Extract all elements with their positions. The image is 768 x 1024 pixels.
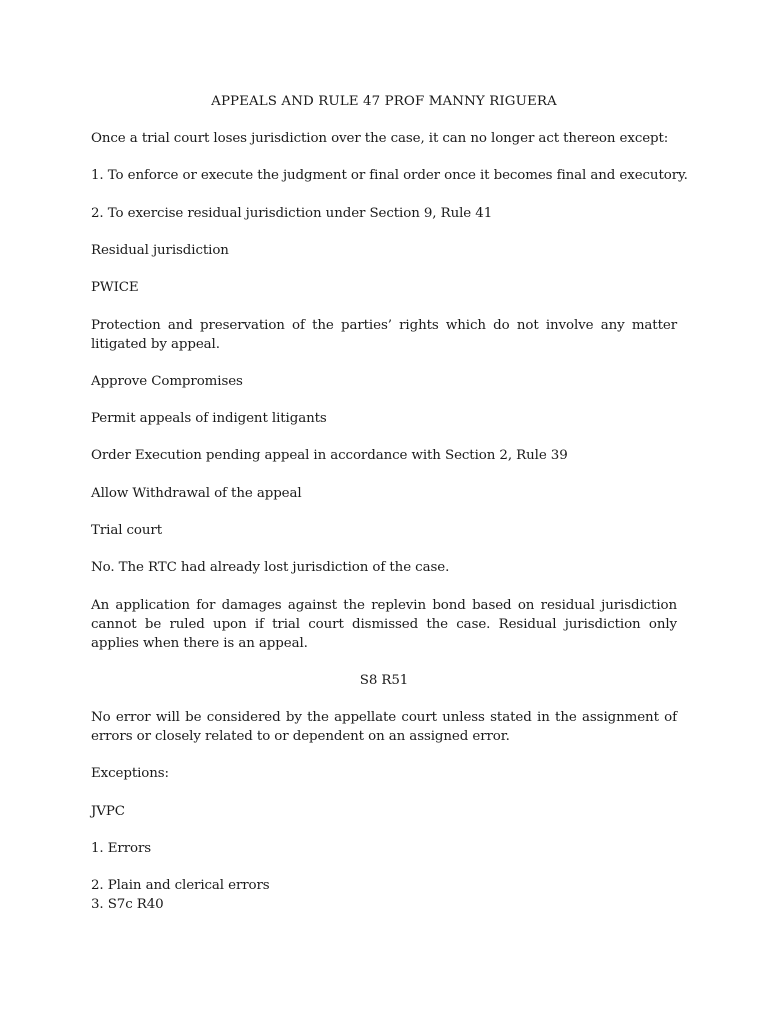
paragraph-protection: Protection and preservation of the parties’ rights which do not involve any matter litigated by appeal. (91, 318, 677, 352)
paragraph-plain-errors: 2. Plain and clerical errors (91, 878, 270, 893)
paragraph-permit: Permit appeals of indigent litigants (91, 411, 327, 426)
paragraph-intro: Once a trial court loses jurisdiction over the case, it can no longer act thereon except: (91, 131, 669, 146)
paragraph-trial-court: Trial court (91, 523, 163, 538)
paragraph-jvpc: JVPC (91, 804, 125, 819)
paragraph-exceptions: Exceptions: (91, 766, 169, 781)
paragraph-order-execution: Order Execution pending appeal in accordance with Section 2, Rule 39 (91, 448, 568, 463)
paragraph-approve: Approve Compromises (91, 374, 243, 389)
document-title: APPEALS AND RULE 47 PROF MANNY RIGUERA (211, 94, 557, 109)
paragraph-item-1: 1. To enforce or execute the judgment or final order once it becomes final and executory. (91, 168, 688, 183)
paragraph-allow-withdrawal: Allow Withdrawal of the appeal (91, 486, 302, 501)
paragraph-replevin: An application for damages against the replevin bond based on residual jurisdiction cannot be ruled upon if trial court dismissed the case. Residual jurisdiction only applies when there is an appeal. (91, 598, 677, 651)
paragraph-rtc-answer: No. The RTC had already lost jurisdiction of the case. (91, 560, 450, 575)
paragraph-errors: 1. Errors (91, 841, 152, 856)
paragraph-s7c-r40: 3. S7c R40 (91, 897, 164, 912)
paragraph-item-2: 2. To exercise residual jurisdiction under Section 9, Rule 41 (91, 206, 493, 221)
paragraph-residual-heading: Residual jurisdiction (91, 243, 229, 258)
paragraph-pwice: PWICE (91, 280, 139, 295)
section-heading-s8-r51: S8 R51 (359, 673, 409, 688)
paragraph-no-error: No error will be considered by the appellate court unless stated in the assignment of errors or closely related to or dependent on an assigned error. (91, 710, 677, 744)
